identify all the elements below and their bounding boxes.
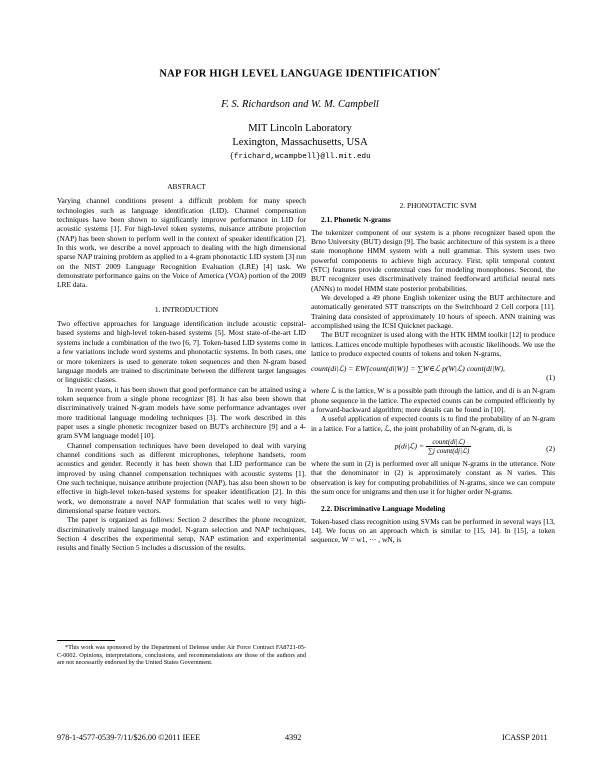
abstract-text: Varying channel conditions present a difficult problem for many speech technologies such as language identification (LID). Channel compensation techniques have been shown to significantly improve performance in LID for acoustic systems [1]. For high-level token systems, nuisance attribute projection (NAP) has been shown to perform well in the context of speaker identification [2]. In this work, we describe a novel approach to dealing with the high dimensional sparse NAP training problem as applied to a 4-gram phonotactic LID system [3] run on the NIST 2009 Language Recognition Evaluation (LRE) [4] task. We demonstrate performance gains on the Voice of America (VOA) portion of the 2009 LRE data. (57, 196, 306, 290)
intro-paragraph: Two effective approaches for language identification include acoustic cepstral-based systems and high-level token-based systems [5]. Most state-of-the-art LID systems include a combination of the two [6, 7]. Token-based LID systems come in a few variations include word systems and phonotactic systems. In both cases, one or more tokenizers is used to generate token sequences and then N-gram based language models are trained to discriminate between the different target languages or linguistic classes. (57, 319, 306, 385)
section2-paragraph: The tokenizer component of our system is a phone recognizer based upon the Brno University (BUT) design [9]. The basic architecture of this system is a three state monophone HMM system with a null grammar. This system uses two powerful components to achieve high accuracy. First, split temporal context (STC) features provide contextual cues for modeling monophones. Second, the BUT recognizer uses discriminatively trained feedforward artificial neural nets (ANNs) to model HMM state posterior probabilities. (311, 227, 555, 293)
equation-1-number: (1) (546, 372, 555, 382)
section2-paragraph: The BUT recognizer is used along with the HTK HMM toolkit [12] to produce lattices. Lattices encode multiple hypotheses with acoustic likelihoods. We use the lattice to produce expected counts of tokens and token N-grams, (311, 330, 555, 359)
footnote-text: *This work was sponsored by the Department of Defense under Air Force Contract FA8721-05-C-0002. Opinions, interpretations, conclusions, and recommendations are those of the authors and are not necessarily endorsed by the United States Government. (57, 644, 306, 667)
footer-venue: ICASSP 2011 (502, 733, 548, 742)
equation-2-denominator: ∑j count(dj|ℒ) (427, 446, 470, 455)
right-column (311, 182, 555, 545)
section2-heading: 2. PHONOTACTIC SVM (399, 201, 477, 210)
equation-2-number: (2) (546, 443, 555, 453)
affiliation-line: MIT Lincoln Laboratory (248, 123, 352, 134)
left-column (57, 182, 306, 553)
intro-paragraph: Channel compensation techniques have been developed to deal with varying channel conditions such as different microphones, telephone handsets, room acoustics and gender. Recently it has been shown that LID performance can be improved by using channel compensation techniques with acoustic systems [1]. One such technique, nuisance attribute projection (NAP), has also been shown to be effective in high-level token-based systems for speaker identification [2]. In this work, we demonstrate a novel NAP formulation that scales well to very high-dimensional sparse feature vectors. (57, 440, 306, 515)
equation-2-numerator: count(di|ℒ) (426, 438, 471, 447)
intro-paragraph: In recent years, it has been shown that good performance can be attained using a token sequence from a single phone recognizer [8]. It has also been shown that discriminatively trained N-gram models have some performance advantages over more traditional language modeling techniques [3]. The work described in this paper uses a single phonetic recognizer based on BUT's architecture [9] and a 4-gram SVM language model [10]. (57, 384, 306, 441)
equation-2 (311, 438, 555, 455)
abstract-heading: ABSTRACT (167, 182, 206, 191)
affiliation (0, 122, 600, 164)
section2-paragraph: A useful application of expected counts is to find the probability of an N-gram in a lattice. For a lattice, ℒ, the joint probability of an N-gram, di, is (311, 414, 555, 433)
footer-isbn: 978-1-4577-0539-7/11/$26.00 ©2011 IEEE (57, 733, 201, 742)
section2-paragraph: where ℒ is the lattice, W is a possible path through the lattice, and di is an N-gram phone sequence in the lattice. The expected counts can be computed efficiently by a forward-backward algorithm; more details can be found in [10]. (311, 386, 555, 414)
subsection-heading: 2.2. Discriminative Language Modeling (321, 504, 446, 514)
section2-paragraph: Token-based class recognition using SVMs can be performed in several ways [13, 14]. We focus on an approach which is similar to [15, 14]. In [15], a token sequence, W = w1, ··· , wN, is (311, 516, 555, 545)
authors: F. S. Richardson and W. M. Campbell (221, 99, 379, 110)
footnote-rule (57, 640, 115, 641)
equation-1-body: count(di|ℒ) = EW[count(di|W)] = ∑W∈ℒ p(W|ℒ) count(di|W), (311, 363, 505, 373)
footer-page-number: 4392 (285, 733, 302, 742)
subsection-heading: 2.1. Phonetic N-grams (321, 215, 391, 225)
equation-2-fraction (426, 438, 471, 455)
author-email[interactable]: {frichard,wcampbell}@ll.mit.edu (229, 153, 371, 161)
paper-title: NAP FOR HIGH LEVEL LANGUAGE IDENTIFICATION* (159, 68, 441, 80)
equation-1 (311, 364, 555, 383)
intro-heading: 1. INTRODUCTION (154, 304, 219, 314)
title-footnote-mark: * (437, 68, 441, 74)
equation-2-lhs: p(di|ℒ) = (394, 441, 425, 451)
affiliation-line: Lexington, Massachusetts, USA (232, 137, 368, 148)
footnote (57, 644, 306, 667)
section2-paragraph: where the sum in (2) is performed over all unique N-grams in the utterance. Note that the denominator in (2) is approximately constant as N varies. This observation is key for computing probabilities of N-grams, since we can compute the sum once for unigrams and then use it for higher order N-grams. (311, 458, 555, 496)
section2-paragraph: We developed a 49 phone English tokenizer using the BUT architecture and automatically generated STT transcripts on the Switchboard 2 Cell corpora [11]. Training data consisted of approximately 10 hours of speech. ANN training was accomplished using the ICSI Quicknet package. (311, 293, 555, 331)
intro-paragraph: The paper is organized as follows: Section 2 describes the phone recognizer, discriminatively trained language model, N-gram selection and NAP techniques, Section 4 describes the experimental setup, NAP estimation and experimental results and finally Section 5 includes a discussion of the results. (57, 515, 306, 553)
